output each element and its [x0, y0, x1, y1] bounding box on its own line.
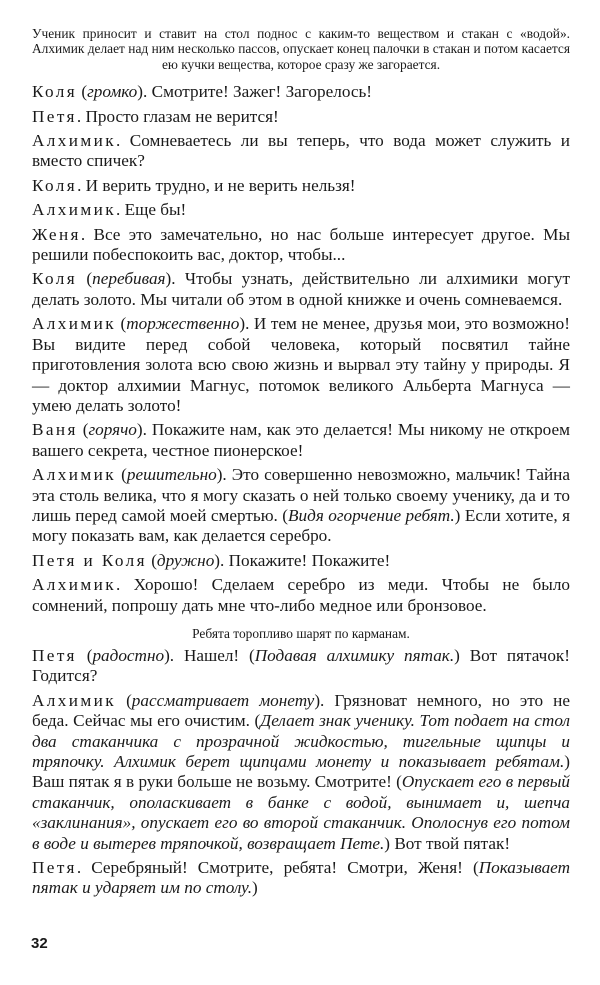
dialogue-text: ) Если хотите, я могу показать вам, как делается серебро. [32, 505, 571, 546]
stage-remark: Видя огорчение ребят. [288, 505, 455, 525]
dialogue-text: ( [77, 269, 93, 289]
dialogue-text: ). Это совершенно невозможно, мальчик! Тайна эта столь велика, что я могу сказать о ней только своему ученику, да и то лишь перед самой моей смертью. ( [32, 465, 570, 525]
dialogue-line [32, 646, 570, 687]
speaker-name: Алхимик [32, 575, 117, 595]
stage-remark: Опускает его в первый стаканчик, ополаскивает в банке с водой, вынимает и, шепча «заклинания», опускает его во второй стаканчик. Ополоснув его потом в воде и вытерев тряпочкой, возвращает Пете. [32, 772, 571, 853]
dialogue-text: ( [77, 420, 89, 440]
speaker-name: Коля [32, 82, 78, 102]
speaker-name: Коля [32, 175, 78, 195]
dialogue-line [32, 269, 570, 310]
dialogue-line [32, 314, 570, 416]
dialogue-line [32, 131, 570, 172]
stage-remark: перебивая [92, 269, 166, 289]
dialogue-text: ) Вот пятачок! Годится? [32, 645, 570, 686]
stage-remark: решительно [126, 465, 217, 485]
dialogue-text: ). Покажите нам, как это делается! Мы никому не откроем вашего секрета, честное пионерское! [32, 420, 570, 460]
dialogue-text: ). Грязноват немного, но это не беда. Сейчас мы его очистим. ( [32, 690, 570, 731]
dialogue-line [32, 465, 570, 547]
page-content [32, 26, 570, 899]
stage-remark: рассматривает монету [131, 690, 315, 710]
dialogue-text: . Серебряный! Смотрите, ребята! Смотри, Женя! ( [76, 858, 479, 878]
dialogue-line [32, 858, 570, 899]
stage-remark: торжественно [126, 314, 240, 334]
dialogue-text: ). Нашел! ( [164, 645, 255, 665]
dialogue-text: . Хорошо! Сделаем серебро из меди. Чтобы не было сомнений, попрошу дать мне что-либо медное или бронзовое. [32, 575, 570, 615]
speaker-name: Петя и Коля [32, 550, 147, 570]
dialogue-text: ). Покажите! Покажите! [214, 550, 391, 570]
dialogue-line [32, 82, 570, 102]
speaker-name: Петя [32, 858, 77, 878]
stage-direction: Ученик приносит и ставит на стол поднос с каким-то веществом и стакан с «водой». Алхимик делает над ним несколько пассов, опускает конец палочки в стакан и потом касается ею кучки вещества, которое сразу же загорается. [32, 26, 570, 72]
dialogue-text: . Просто глазам не верится! [76, 106, 279, 126]
dialogue-line [32, 176, 570, 196]
dialogue-text: . Все это замечательно, но нас больше интересует другое. Мы решили побеспокоить вас, доктор, чтобы... [32, 224, 570, 265]
stage-direction: Ребята торопливо шарят по карманам. [192, 625, 410, 641]
dialogue-text: ) Вот твой пятак! [384, 833, 511, 853]
dialogue-text: ( [77, 82, 88, 102]
speaker-name: Петя [32, 645, 77, 665]
stage-remark: Делает знак ученику. Тот подает на стол два стаканчика с прозрачной жидкостью, тигельные щипцы и тряпочку. Алхимик берет щипцами монету и показывает ребятам. [32, 711, 570, 771]
dialogue-text: ( [116, 465, 127, 485]
speaker-name: Петя [32, 106, 77, 126]
dialogue-line [32, 420, 570, 461]
stage-remark: Показывает пятак и ударяет им по столу. [32, 858, 570, 898]
dialogue-line [32, 225, 570, 266]
dialogue-text: . И верить трудно, и не верить нельзя! [77, 175, 356, 195]
dialogue-text: ) [252, 878, 258, 898]
page-number: 32 [31, 935, 48, 952]
stage-remark: дружно [156, 550, 215, 570]
speaker-name: Алхимик [32, 131, 117, 151]
dialogue-text: ( [116, 690, 132, 710]
dialogue-line [32, 575, 570, 616]
dialogue-text: ( [116, 314, 127, 334]
dialogue-text: ). Чтобы узнать, действительно ли алхимики могут делать золото. Мы читали об этом в одной книжке и очень сомневаемся. [32, 269, 570, 309]
dialogue-text: ). И тем не менее, друзья мои, это возможно! Вы видите перед собой человека, который посвятил тайне приготовления золота всю свою жизнь и вырвал эту тайну у природы. Я — доктор алхимии Магнус, потомок великого Альберта Магнуса — умею делать золото! [32, 314, 570, 415]
dialogue-text: . Еще бы! [116, 200, 187, 220]
dialogue-line [32, 107, 570, 127]
dialogue-line [32, 691, 570, 854]
dialogue-text: ) Ваш пятак я в руки больше не возьму. Смотрите! ( [32, 752, 570, 792]
stage-remark: радостно [92, 645, 165, 665]
dialogue-line [32, 200, 570, 220]
dialogue-text: ). Смотрите! Зажег! Загорелось! [137, 82, 373, 102]
dialogue-line [32, 551, 570, 571]
speaker-name: Алхимик [32, 465, 117, 485]
stage-remark: громко [87, 82, 138, 102]
dialogue-text: ( [146, 550, 157, 570]
speaker-name: Ваня [32, 420, 78, 440]
speaker-name: Коля [32, 269, 78, 289]
speaker-name: Алхимик [32, 314, 117, 334]
dialogue-text: ( [76, 645, 93, 665]
stage-remark: горячо [88, 420, 137, 440]
stage-remark: Подавая алхимику пятак. [254, 645, 455, 665]
dialogue-text: . Сомневаетесь ли вы теперь, что вода может служить и вместо спичек? [32, 131, 570, 171]
speaker-name: Женя [32, 224, 81, 244]
speaker-name: Алхимик [32, 200, 117, 220]
speaker-name: Алхимик [32, 690, 117, 710]
